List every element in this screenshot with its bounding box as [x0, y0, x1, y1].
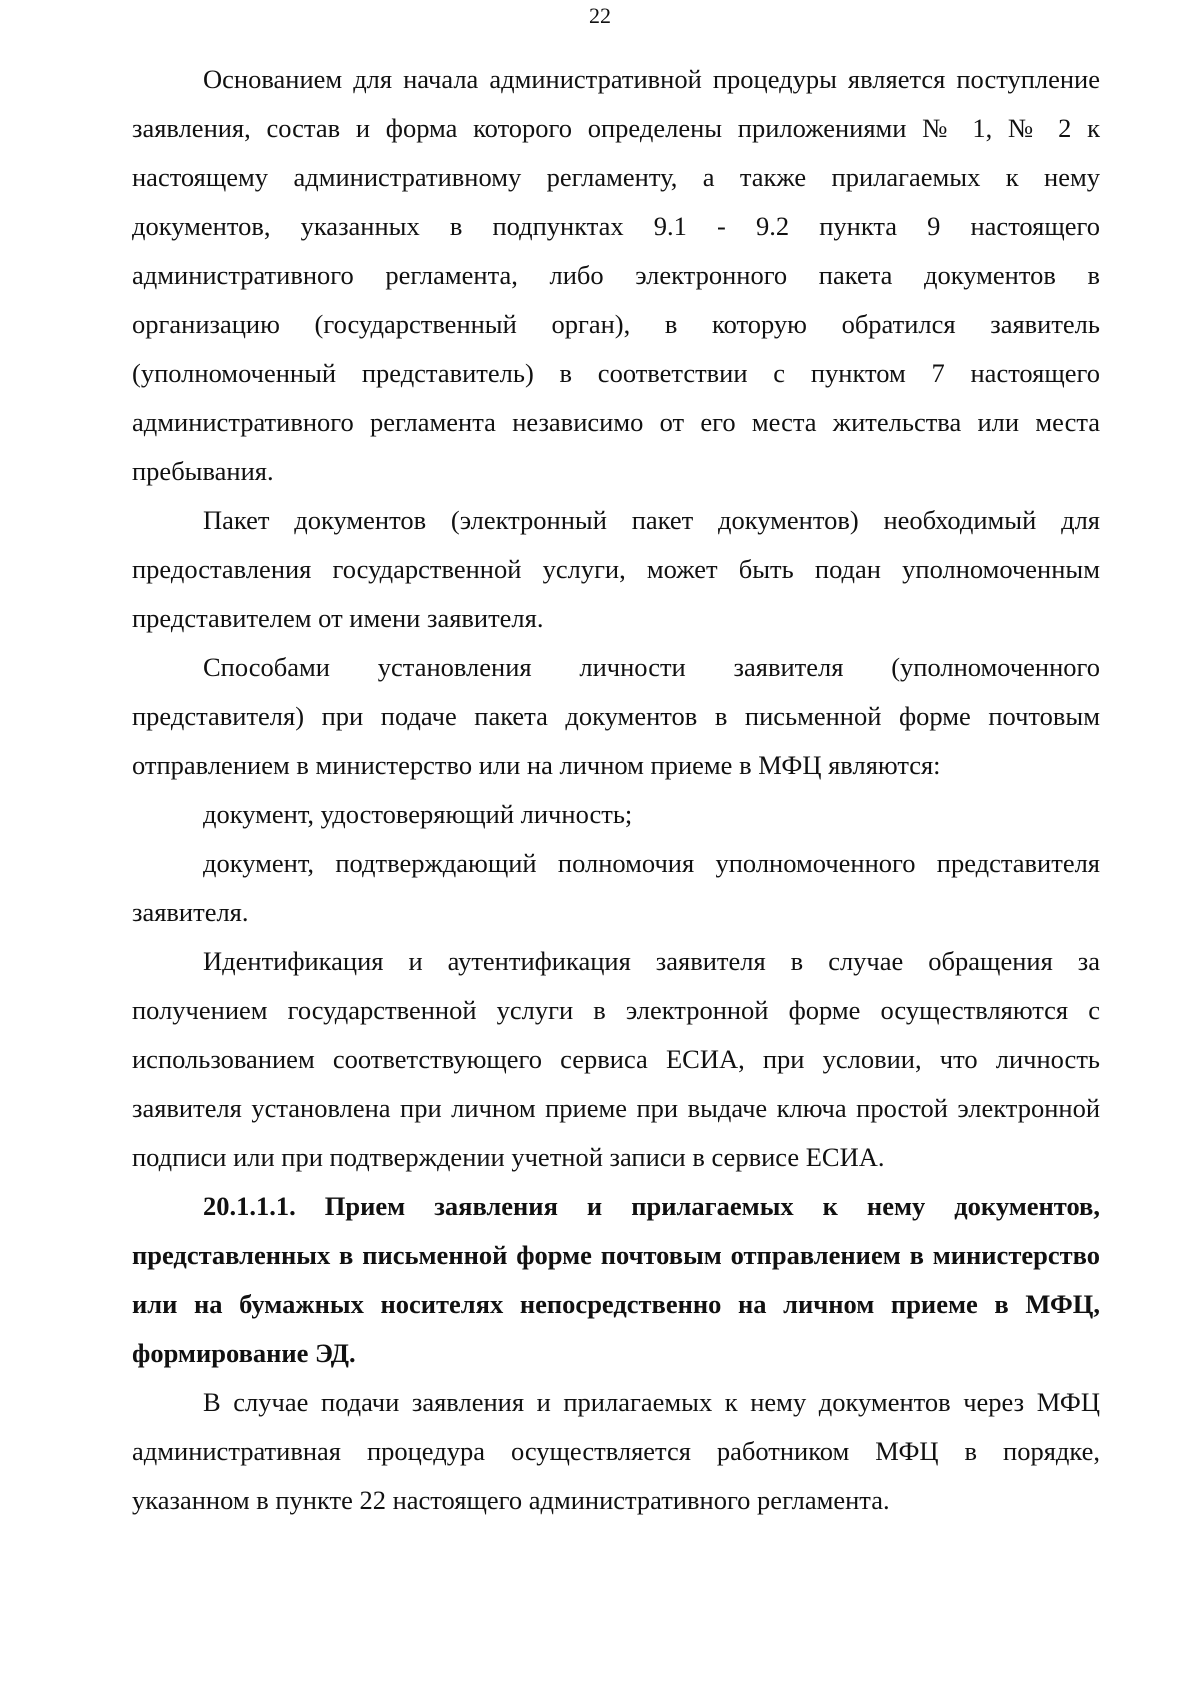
- paragraph-package: Пакет документов (электронный пакет документов) необходимый для предоставления государственной услуги, может быть подан уполномоченным представителем от имени заявителя.: [132, 505, 1100, 633]
- document-body: [132, 55, 1100, 1525]
- section-heading-20-1-1-1: 20.1.1.1. Прием заявления и прилагаемых к нему документов, представленных в письменной форме почтовым отправлением в министерство или на бумажных носителях непосредственно на личном приеме в МФЦ, формирование ЭД.: [132, 1191, 1100, 1368]
- list-item-identity-document: документ, удостоверяющий личность;: [203, 799, 633, 829]
- paragraph-identification: Идентификация и аутентификация заявителя в случае обращения за получением государственной услуги в электронной форме осуществляются с использованием соответствующего сервиса ЕСИА, при условии, что личность заявителя установлена при личном приеме при выдаче ключа простой электронной подписи или при подтверждении учетной записи в сервисе ЕСИА.: [132, 946, 1100, 1172]
- list-item-authority-document: документ, подтверждающий полномочия уполномоченного представителя заявителя.: [132, 848, 1100, 927]
- paragraph-basis: Основанием для начала административной процедуры является поступление заявления, состав и форма которого определены приложениями № 1, № 2 к настоящему административному регламенту, а также прилагаемых к нему документов, указанных в подпунктах 9.1 - 9.2 пункта 9 настоящего административного регламента, либо электронного пакета документов в организацию (государственный орган), в которую обратился заявитель (уполномоченный представитель) в соответствии с пунктом 7 настоящего административного регламента независимо от его места жительства или места пребывания.: [132, 64, 1100, 486]
- page-number: 22: [589, 3, 611, 28]
- paragraph-identity-methods: Способами установления личности заявителя (уполномоченного представителя) при подаче пакета документов в письменной форме почтовым отправлением в министерство или на личном приеме в МФЦ являются:: [132, 652, 1100, 780]
- paragraph-mfc-procedure: В случае подачи заявления и прилагаемых к нему документов через МФЦ административная процедура осуществляется работником МФЦ в порядке, указанном в пункте 22 настоящего административного регламента.: [132, 1387, 1100, 1515]
